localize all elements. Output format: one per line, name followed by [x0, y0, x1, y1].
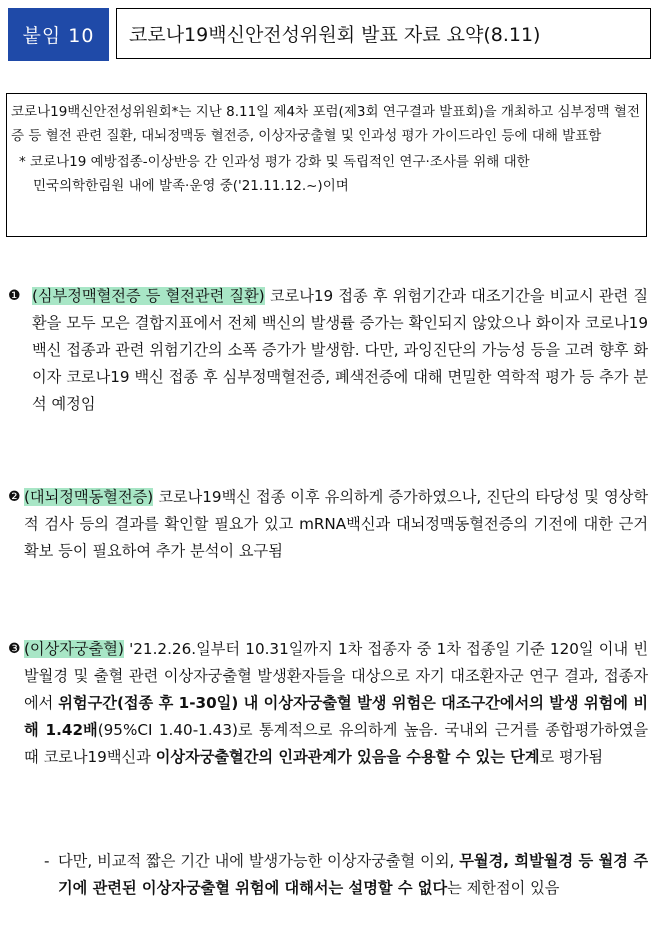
bullet-2: ❷ [8, 489, 21, 505]
sub-item-emphasis: 무월경, 희발월경 등 월경 주기에 관련된 이상자궁출혈 위험에 대해서는 설명할 수 없다 [58, 852, 648, 897]
item-body: '21.2.26.일부터 10.31일까지 1차 접종자 중 1차 접종일 기준 120일 이내 빈발월경 및 출혈 관련 이상자궁출혈 발생환자들을 대상으로 자기 대조환자군 연구 결과, 접종자에서 [24, 640, 648, 712]
sub-item-limitation [44, 848, 648, 902]
summary-footnote-line2: 민국의학한림원 내에 발족·운영 중('21.11.12.~)이며 [33, 178, 349, 194]
sub-item-body: 다만, 비교적 짧은 기간 내에 발생가능한 이상자궁출혈 이외, [58, 852, 460, 870]
item-body-emphasis: 이상자궁출혈간의 인과관계가 있음을 수용할 수 있는 단계 [155, 748, 540, 766]
item-body: 로 평가됨 [539, 748, 604, 766]
list-item-dvt [8, 283, 648, 418]
sub-item-text [58, 848, 648, 902]
list-item-aub [8, 636, 648, 771]
summary-text: 코로나19백신안전성위원회*는 지난 8.11일 제4차 포럼(제3회 연구결과 발표회)을 개최하고 심부정맥 혈전증 등 혈전 관련 질환, 대뇌정맥동 혈전증, 이상자궁출혈 및 인과성 평가 가이드라인 등에 대해 발표함 [11, 104, 640, 144]
item-body: 코로나19백신 접종 이후 유의하게 증가하였으나, 진단의 타당성 및 영상학적 검사 등의 결과를 확인할 필요가 있고 mRNA백신과 대뇌정맥동혈전증의 기전에 대한 근거 확보 등이 필요하여 추가 분석이 요구됨 [24, 488, 648, 560]
item-body: (95%CI 1.40-1.43)로 통계적으로 유의하게 높음. 국내외 근거를 종합평가하였을 때 코로나19백신과 [24, 721, 649, 766]
dash-bullet: - [44, 852, 50, 870]
bullet-1: ❶ [8, 288, 21, 304]
list-item-text [24, 484, 648, 565]
sub-item-body: 는 제한점이 있음 [447, 879, 560, 897]
item-body-emphasis: 위험구간(접종 후 1-30일) 내 이상자궁출혈 발생 위험은 대조구간에서의 발생 위험에 비해 1.42배 [24, 694, 648, 739]
item-heading: (심부정맥혈전증 등 혈전관련 질환) [32, 287, 265, 305]
list-item-cvt [8, 484, 648, 565]
attachment-badge: 붙임 10 [8, 8, 109, 61]
item-heading: (이상자궁출혈) [24, 640, 124, 658]
document-title: 코로나19백신안전성위원회 발표 자료 요약(8.11) [116, 8, 651, 59]
summary-footnote-line1: * 코로나19 예방접종-이상반응 간 인과성 평가 강화 및 독립적인 연구·조사를 위해 대한 [19, 154, 530, 170]
item-body: 코로나19 접종 후 위험기간과 대조기간을 비교시 관련 질환을 모두 모은 결합지표에서 전체 백신의 발생률 증가는 확인되지 않았으나 화이자 코로나19 백신 접종과 관련 위험기간의 소폭 증가가 발생함. 다만, 과잉진단의 가능성 등을 고려 향후 화이자 코로나19 백신 접종 후 심부정맥혈전증, 폐색전증에 대해 면밀한 역학적 평가 등 추가 분석 예정임 [32, 287, 648, 413]
summary-box [6, 93, 647, 237]
bullet-3: ❸ [8, 641, 21, 657]
item-heading: (대뇌정맥동혈전증) [24, 488, 154, 506]
list-item-text [24, 636, 648, 771]
list-item-text [32, 283, 648, 418]
